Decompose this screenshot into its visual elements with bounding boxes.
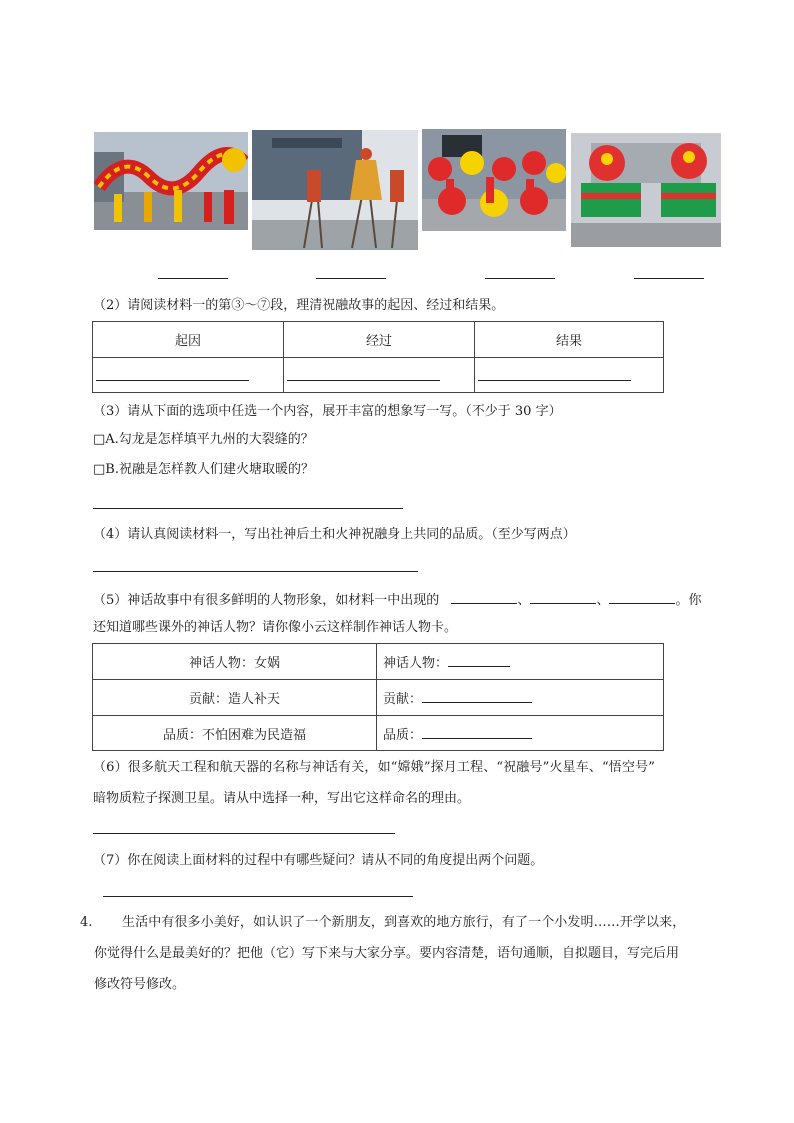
q2-prompt: （2）请阅读材料一的第③～⑦段，理清祝融故事的起因、经过和结果。 [93, 298, 505, 313]
q5-line1 [93, 591, 721, 607]
q2-answer-cause[interactable] [93, 358, 284, 393]
card-answer-quality-label: 品质： [383, 727, 423, 743]
q2-story-table [92, 321, 664, 393]
photo-answer-blank-2[interactable] [316, 278, 386, 279]
item4-line1: 生活中有很多小美好，如认识了一个新朋友，到喜欢的地方旅行，有了一个小发明……开学以来， [122, 915, 686, 930]
card-answer-contribution-blank[interactable] [422, 690, 532, 703]
q2-header-process: 经过 [284, 322, 475, 358]
photo-stilt-walkers [252, 130, 418, 250]
card-answer-name-label: 神话人物： [383, 656, 449, 671]
card-answer-contribution-label: 贡献： [383, 692, 423, 707]
q2-header-cause: 起因 [93, 322, 284, 358]
q6-answer-line[interactable] [93, 833, 395, 834]
q5-line2: 还知道哪些课外的神话人物？请你像小云这样制作神话人物卡。 [93, 620, 458, 635]
q5-line1-start: （5）神话故事中有很多鲜明的人物形象，如材料一中出现的 [93, 593, 440, 608]
q7-answer-line[interactable] [103, 896, 413, 897]
card-example-contribution: 贡献：造人补天 [93, 680, 377, 716]
q2-answer-result[interactable] [475, 358, 664, 393]
photo-fan-dance [422, 129, 566, 231]
card-answer-quality[interactable] [377, 716, 664, 751]
item4-line2: 你觉得什么是最美好的？把他（它）写下来与大家分享。要内容清楚，语句通顺，自拟题目，写完后用 [94, 946, 680, 961]
photo-answer-blank-3[interactable] [485, 278, 555, 279]
q3-option-b[interactable]: □B.祝融是怎样教人们建火塘取暖的？ [93, 462, 314, 477]
q5-blank-2[interactable] [530, 591, 596, 604]
item4-line3: 修改符号修改。 [94, 977, 186, 992]
q7-prompt: （7）你在阅读上面材料的过程中有哪些疑问？请从不同的角度提出两个问题。 [93, 853, 544, 868]
q5-blank-1[interactable] [451, 591, 517, 604]
myth-character-card [92, 643, 664, 751]
card-answer-contribution[interactable] [377, 680, 664, 716]
q5-sep-2: 、 [596, 593, 610, 608]
card-answer-quality-blank[interactable] [422, 726, 532, 739]
q4-answer-line[interactable] [93, 571, 418, 572]
photo-dragon-dance [94, 132, 248, 230]
card-answer-name-blank[interactable] [448, 654, 510, 667]
q3-option-a[interactable]: □A.勾龙是怎样填平九州的大裂缝的？ [93, 432, 314, 447]
q5-line1-end: 。你 [675, 593, 702, 608]
photo-answer-blank-1[interactable] [158, 278, 228, 279]
q5-blank-3[interactable] [609, 591, 675, 604]
card-example-quality: 品质：不怕困难为民造福 [93, 716, 377, 751]
q3-prompt: （3）请从下面的选项中任选一个内容，展开丰富的想象写一写。（不少于 30 字） [93, 404, 562, 419]
q2-header-result: 结果 [475, 322, 664, 358]
card-example-name: 神话人物：女娲 [93, 644, 377, 680]
item4-number: 4. [80, 915, 93, 930]
q5-sep-1: 、 [517, 593, 531, 608]
q2-answer-process[interactable] [284, 358, 475, 393]
q6-line1: （6）很多航天工程和航天器的名称与神话有关，如“嫦娥”探月工程、“祝融号”火星车、“悟空号” [93, 760, 656, 775]
photo-lion-dance [571, 133, 721, 247]
photo-answer-blank-4[interactable] [634, 278, 704, 279]
q3-answer-line[interactable] [93, 508, 403, 509]
q4-prompt: （4）请认真阅读材料一，写出社神后土和火神祝融身上共同的品质。（至少写两点） [93, 527, 576, 542]
card-answer-name[interactable] [377, 644, 664, 680]
q6-line2: 暗物质粒子探测卫星。请从中选择一种，写出它这样命名的理由。 [93, 791, 471, 806]
